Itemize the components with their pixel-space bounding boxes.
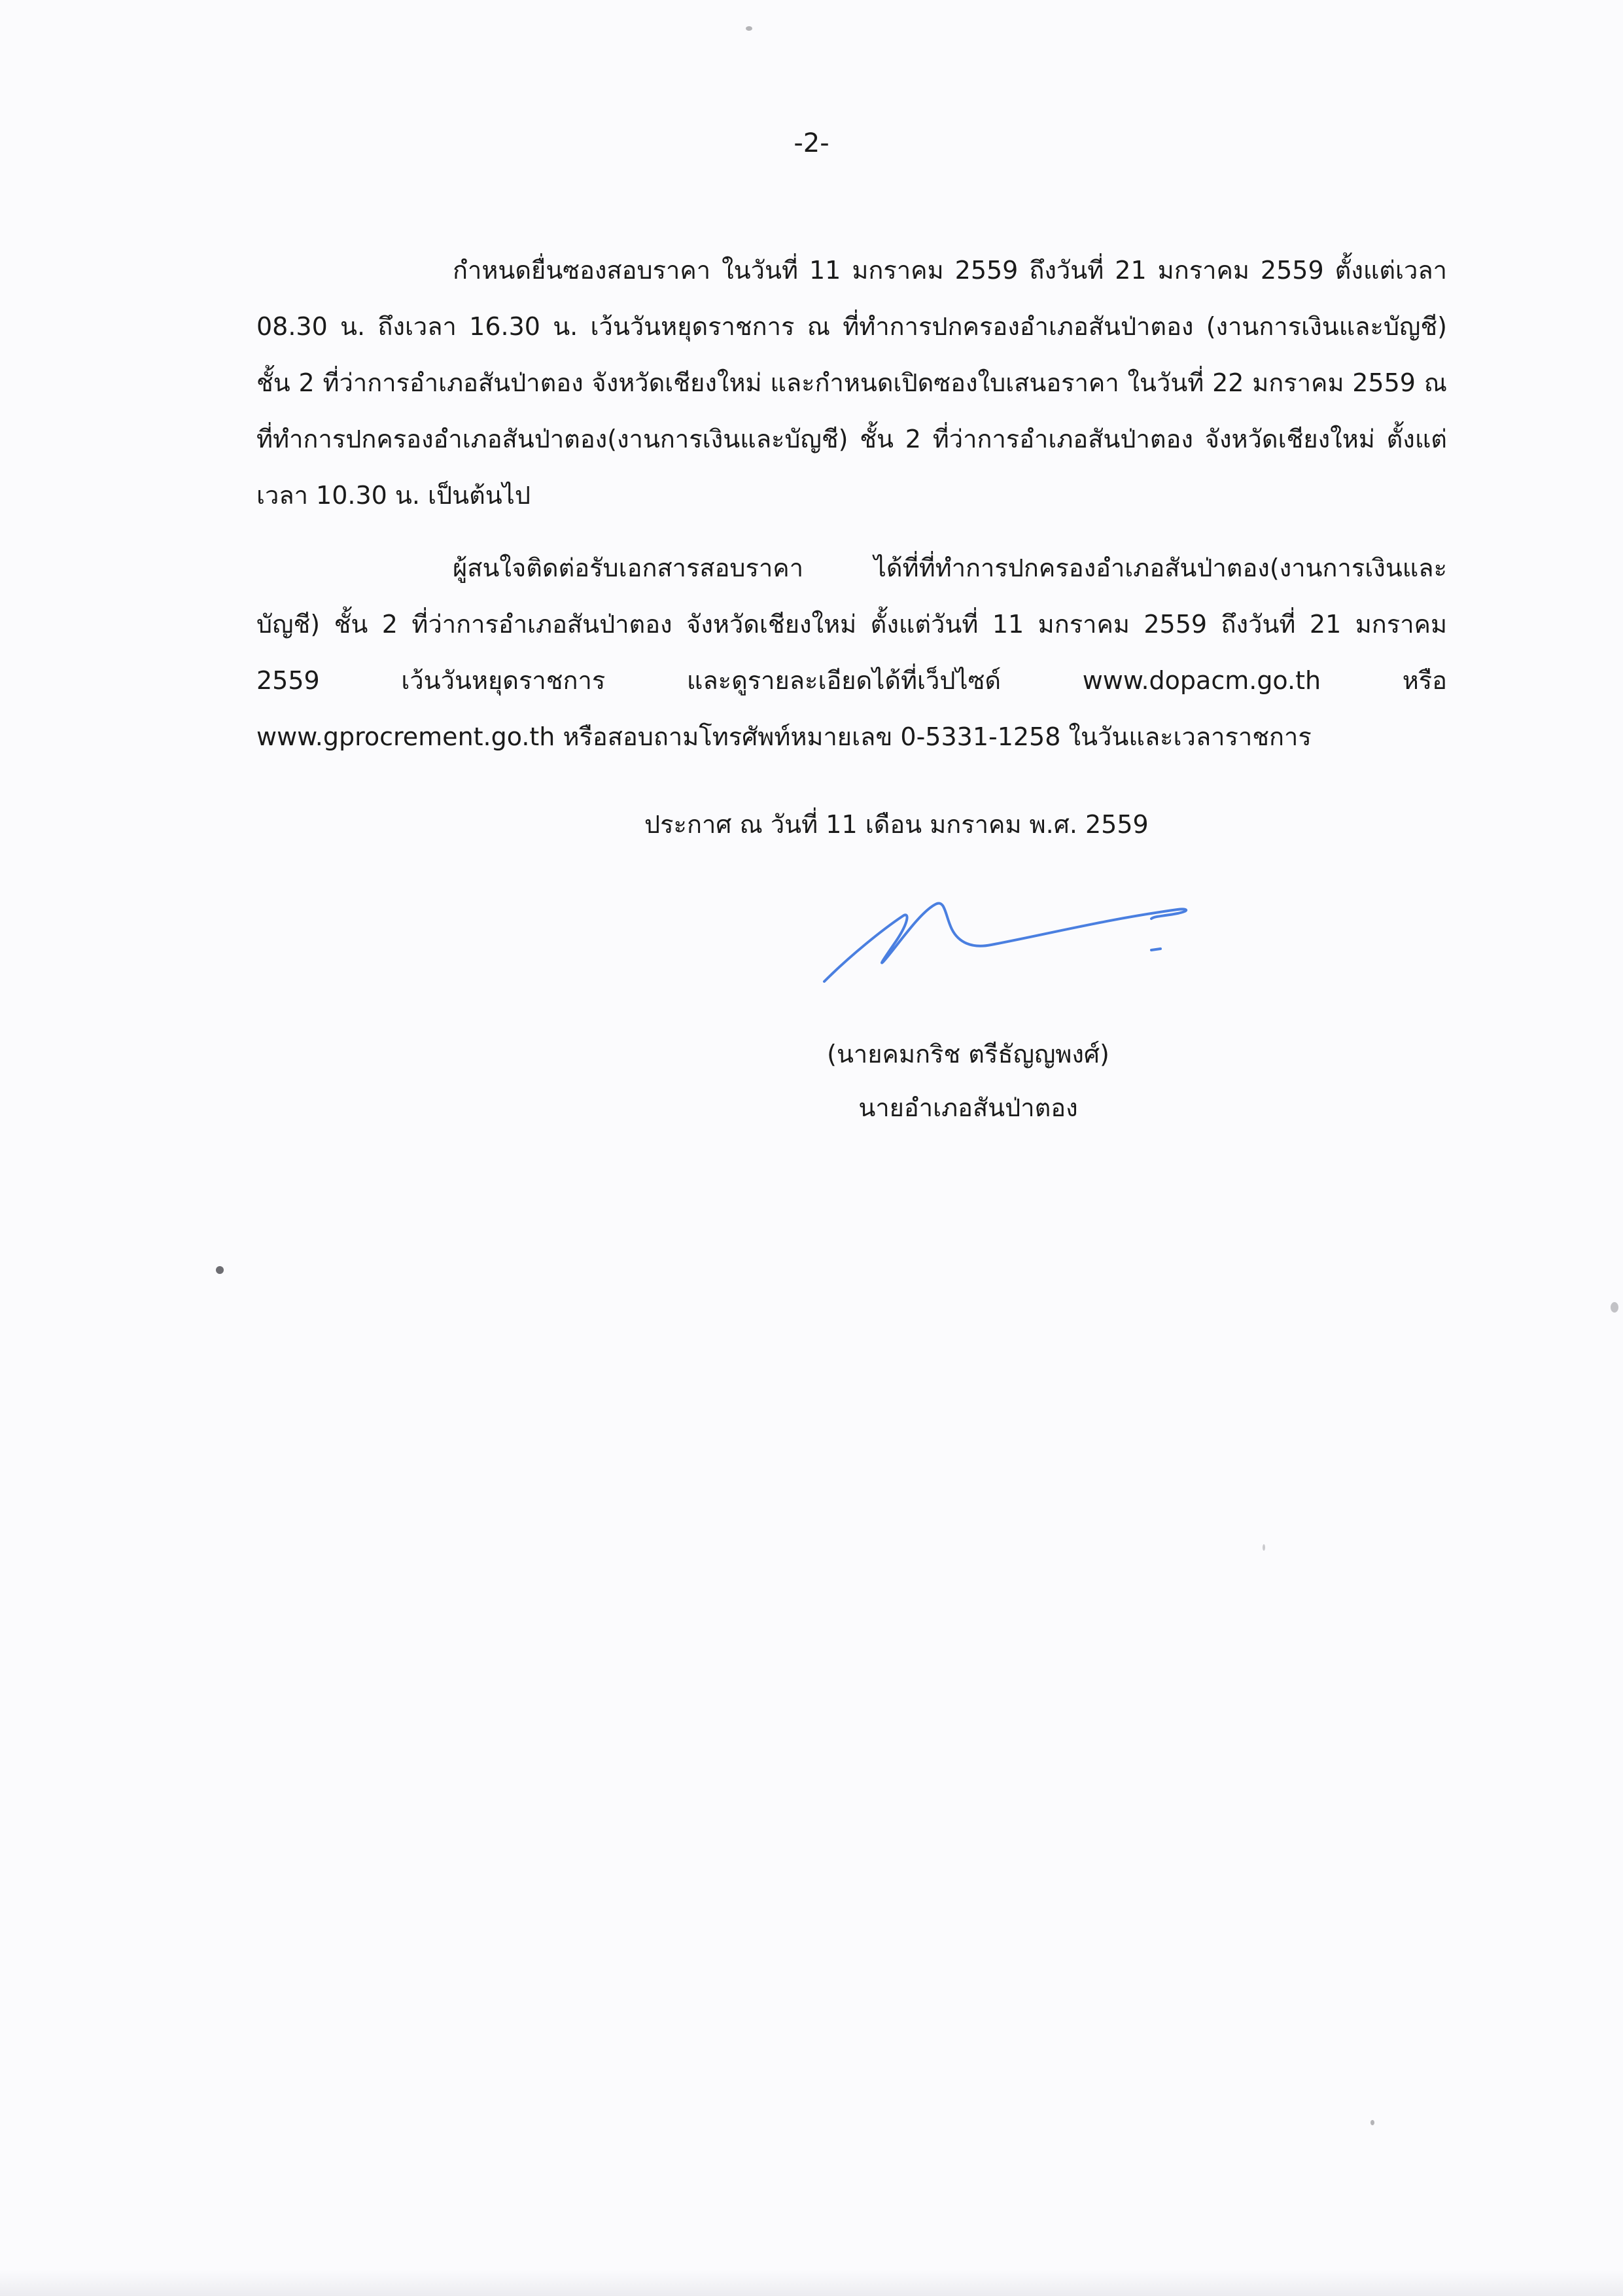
scan-speck: [746, 26, 752, 31]
signer-name: (นายคมกริช ตรีธัญญพงศ์): [827, 1040, 1109, 1069]
document-contact-paragraph: ผู้สนใจติดต่อรับเอกสารสอบราคา ได้ที่ที่ทำการปกครองอำเภอสันป่าตอง(งานการเงินและบัญชี) ชั้น 2 ที่ว่าการอำเภอสันป่าตอง จังหวัดเชียงใหม่ ตั้งแต่วันที่ 11 มกราคม 2559 ถึงวันที่ 21 มกราคม 2559 เว้นวันหยุดราชการ และดูรายละเอียดได้ที่เว็ปไซด์ www.dopacm.go.th หรือ www.gprocrement.go.th หรือสอบถามโทรศัพท์หมายเลข 0-5331-1258 ในวันและเวลาราชการ: [256, 554, 1447, 751]
scan-bottom-edge: [0, 2270, 1623, 2296]
scan-speck: [1611, 1302, 1618, 1313]
signer-title: นายอำเภอสันป่าตอง: [858, 1093, 1078, 1122]
scan-speck: [1370, 2120, 1374, 2125]
scan-speck: [1263, 1544, 1265, 1551]
signature-image: [811, 890, 1217, 995]
announcement-date: ประกาศ ณ วันที่ 11 เดือน มกราคม พ.ศ. 2559: [644, 810, 1149, 839]
scan-speck: [216, 1266, 224, 1274]
page-number: -2-: [794, 128, 829, 158]
bid-submission-paragraph: กำหนดยื่นซองสอบราคา ในวันที่ 11 มกราคม 2559 ถึงวันที่ 21 มกราคม 2559 ตั้งแต่เวลา 08.30 น. ถึงเวลา 16.30 น. เว้นวันหยุดราชการ ณ ที่ทำการปกครองอำเภอสันป่าตอง (งานการเงินและบัญชี) ชั้น 2 ที่ว่าการอำเภอสันป่าตอง จังหวัดเชียงใหม่ และกำหนดเปิดซองใบเสนอราคา ในวันที่ 22 มกราคม 2559 ณ ที่ทำการปกครองอำเภอสันป่าตอง(งานการเงินและบัญชี) ชั้น 2 ที่ว่าการอำเภอสันป่าตอง จังหวัดเชียงใหม่ ตั้งแต่เวลา 10.30 น. เป็นต้นไป: [256, 256, 1447, 510]
